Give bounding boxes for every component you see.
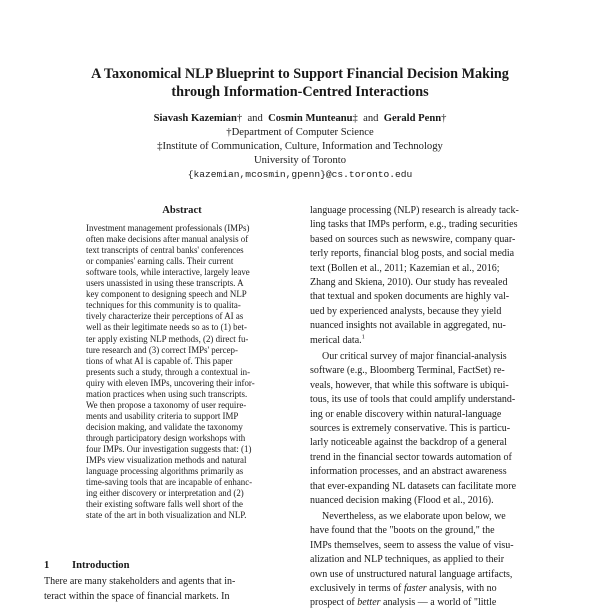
body-text-line: sources is extremely conservative. This is particu- [310,423,511,434]
body-text-line: that textual and spoken documents are highly val- [310,291,510,303]
body-text-line: veals, however, that while this software is ubiqui- [310,379,509,391]
abstract-line: well as their legitimate needs so as to (1) bet- [86,322,247,333]
author-and: and [247,113,263,124]
body-text-line [310,334,560,348]
abstract-line: presents such a study, through a contextual in- [86,366,251,377]
body-text-line: have found that the "boots on the ground," the [310,525,495,537]
abstract-line: tively characterize their perceptions of AI as [86,311,244,322]
body-text-line: nuanced insights not available in aggregated, nu- [310,320,506,332]
author-list [40,112,560,126]
abstract-line: tions of what AI is capable of. This paper [86,355,233,366]
body-text-line: terly reports, financial blog posts, and social media [310,248,515,260]
paper-title-line-2: through Information-Centred Interactions [171,84,429,100]
abstract-line: text transcripts of central banks' conferences [86,245,244,256]
abstract-line: or companies' earning calls. Their current [86,256,234,267]
abstract-line: mation practices when using such transcripts. [86,388,248,399]
body-text-line: ued by experienced analysts, because they yield [310,305,502,317]
author-and: and [363,113,379,124]
body-text-line: Our critical survey of major financial-analysis [322,351,507,362]
body-text-line: larly noticeable against the backdrop of a general [310,437,507,449]
author-mark: † [441,113,447,124]
abstract-line: four IMPs. Our investigation suggests that: (1) [86,444,252,454]
body-text: analysis — a world of "little [380,597,497,609]
author-mark: ‡ [352,113,358,124]
abstract-line: IMPs view visualization methods and natural [86,455,247,466]
body-text-line: ling tasks that IMPs perform, e.g., trading securities [310,219,518,231]
emphasis-text: better [357,597,381,609]
abstract-line: time-saving tools that are incapable of enhanc- [86,477,253,488]
abstract-line: language processing algorithms primarily as [86,466,244,477]
abstract-line: decision making, and validate the taxonomy [86,421,243,432]
paper-title-line-1: A Taxonomical NLP Blueprint to Support Financial Decision Making [91,66,509,82]
abstract-line: ter apply existing NLP methods, (2) direct fu- [86,333,249,344]
body-text-line: trend in the financial sector towards automation of [310,451,512,463]
abstract-line: users unassisted in using these transcripts. A [86,278,244,289]
body-text: analysis, with no [426,583,497,594]
body-text-line: own use of unstructured natural language artifacts, [310,568,513,580]
abstract-line: ing either discovery or interpretation and (2) [86,488,244,499]
abstract-line: their existing software falls well short of the [86,499,243,510]
author-mark: † [236,113,243,124]
section-number: 1 [44,560,50,571]
affiliation: University of Toronto [253,155,347,166]
body-text-line: alization and NLP techniques, as applied to their [310,554,505,566]
abstract-line: often make decisions after manual analysis of [86,234,249,245]
abstract-line: quiry with eleven IMPs, uncovering their infor- [86,377,255,388]
body-text-line: nuanced decision making (Flood et al., 2016). [310,495,494,506]
abstract-line: Investment management professionals (IMPs) [86,223,250,233]
abstract-heading: Abstract [162,205,202,216]
body-text: merical data. [310,334,362,346]
abstract-line: through participatory design workshops with [86,432,246,443]
abstract-line: ments and usability criteria to support IMP [86,410,239,421]
body-text-line: IMPs themselves, seem to assess the value of visu- [310,539,514,551]
abstract-line: state of the art in both visualization and NLP. [86,510,247,521]
footnote-mark: 1 [361,333,365,341]
abstract-line: software tools, while interactive, largely leave [86,267,250,278]
body-text-line: ing or enable discovery within natural-language [310,408,502,420]
affiliation: ‡Institute of Communication, Culture, Information and Technology [157,141,443,152]
body-text-line: Zhang and Skiena, 2010). Our study has revealed [310,277,508,288]
body-text-line [310,582,560,596]
body-text-line: There are many stakeholders and agents that in- [44,576,236,587]
body-text: prospect of [310,597,358,609]
body-text: exclusively in terms of [310,583,404,594]
body-text-line [310,596,560,610]
emphasis-text: faster [403,583,427,594]
body-text-line: text (Bollen et al., 2011; Kazemian et al., 2016; [310,262,500,274]
abstract-line: ture research and (3) correct IMPs' percep- [86,344,238,355]
body-text-line: Nevertheless, as we elaborate upon below, we [322,511,506,522]
author-name: Gerald Penn [383,113,442,124]
body-text-line: based on sources such as newswire, company quar- [310,233,516,245]
abstract-line: techniques for this community is to qualita- [86,300,241,311]
body-text-line: tous, its use of tools that could amplify understand- [310,394,516,406]
author-name: Siavash Kazemian [153,113,237,124]
author-name: Cosmin Munteanu [268,113,353,124]
section-title: Introduction [72,560,130,571]
abstract-line: We then propose a taxonomy of user require- [86,399,247,410]
section-heading [44,559,130,573]
author-email: {kazemian,mcosmin,gpenn}@cs.toronto.edu [187,169,413,180]
abstract-line: key component to designing speech and NLP [86,289,247,300]
affiliation: †Department of Computer Science [226,127,374,138]
body-text-line: information processes, and an abstract awareness [310,466,507,478]
body-text-line: language processing (NLP) research is already tack- [310,205,519,216]
body-text-line: software (e.g., Bloomberg Terminal, FactSet) re- [310,365,505,377]
body-text-line: teract within the space of financial markets. In [44,590,230,602]
body-text-line: that ever-expanding NL datasets can facilitate more [310,480,517,492]
